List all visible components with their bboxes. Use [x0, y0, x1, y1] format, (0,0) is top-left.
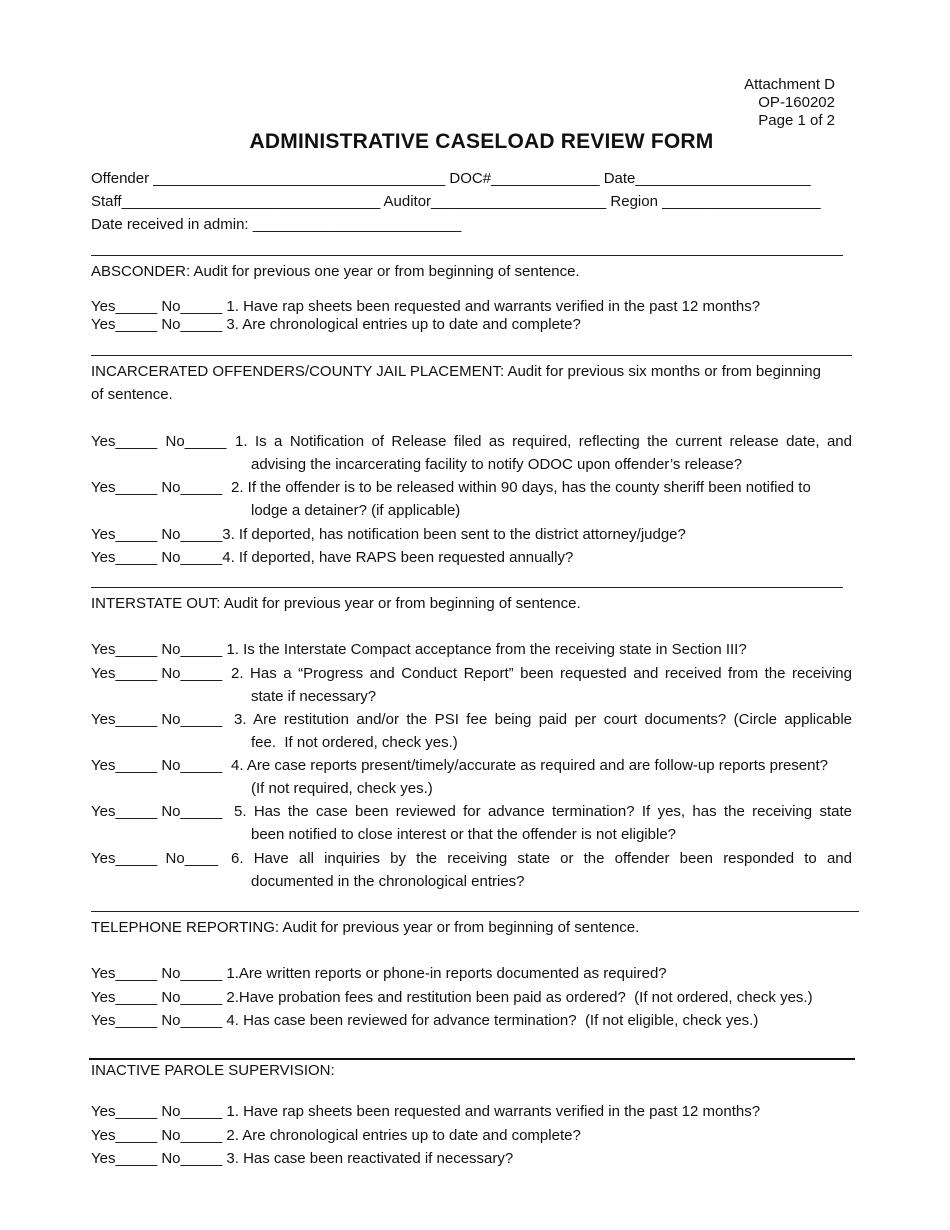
interstate-item-2-text-cont: state if necessary? — [251, 688, 377, 705]
interstate-item-3-text-cont: fee. If not ordered, check yes.) — [251, 734, 458, 751]
inactive-parole-heading: INACTIVE PAROLE SUPERVISION: — [91, 1062, 335, 1079]
section-divider — [89, 1058, 855, 1060]
interstate-item-2-text: 2. Has a “Progress and Conduct Report” been requested and received from the receiving — [231, 665, 852, 682]
interstate-item-5-text-cont: been notified to close interest or that the offender is not eligible? — [251, 826, 677, 843]
interstate-item-2-yes-no: Yes_____ No_____ — [91, 665, 223, 682]
incarcerated-item-4: Yes_____ No_____4. If deported, have RAPS been requested annually? — [91, 549, 574, 566]
policy-number: OP-160202 — [758, 94, 835, 111]
interstate-item-6-text: 6. Have all inquiries by the receiving state or the offender been responded to and — [231, 850, 852, 867]
absconder-item-3: Yes_____ No_____ 3. Are chronological entries up to date and complete? — [91, 316, 581, 333]
form-title: ADMINISTRATIVE CASELOAD REVIEW FORM — [249, 130, 714, 153]
telephone-item-1: Yes_____ No_____ 1.Are written reports or phone-in reports documented as required? — [91, 965, 667, 982]
incarcerated-item-1-text-cont: advising the incarcerating facility to notify ODOC upon offender’s release? — [251, 456, 743, 473]
absconder-item-1: Yes_____ No_____ 1. Have rap sheets been requested and warrants verified in the past 12 months? — [91, 298, 761, 315]
interstate-item-6-text-cont: documented in the chronological entries? — [251, 873, 525, 890]
incarcerated-heading: INCARCERATED OFFENDERS/COUNTY JAIL PLACEMENT: Audit for previous six months or from beginning — [91, 363, 821, 380]
interstate-item-3-yes-no: Yes_____ No_____ — [91, 711, 223, 728]
incarcerated-item-1-yes-no: Yes_____ No_____ — [91, 433, 227, 450]
incarcerated-item-1-text: 1. Is a Notification of Release filed as required, reflecting the current release date, and — [235, 433, 852, 450]
section-divider — [91, 255, 843, 256]
incarcerated-item-3: Yes_____ No_____3. If deported, has notification been sent to the district attorney/judge? — [91, 526, 686, 543]
interstate-item-1: Yes_____ No_____ 1. Is the Interstate Compact acceptance from the receiving state in Section III? — [91, 641, 747, 658]
interstate-item-3-text: 3. Are restitution and/or the PSI fee being paid per court documents? (Circle applicable — [234, 711, 852, 728]
date-received-field: Date received in admin: _________________________ — [91, 216, 462, 233]
attachment-label: Attachment D — [744, 76, 835, 93]
offender-doc-date-fields: Offender ___________________________________ DOC#_____________ Date_____________________ — [91, 170, 811, 187]
section-divider — [91, 587, 843, 588]
inactive-item-3: Yes_____ No_____ 3. Has case been reactivated if necessary? — [91, 1150, 514, 1167]
interstate-item-4-text-cont: (If not required, check yes.) — [251, 780, 433, 797]
interstate-item-5-yes-no: Yes_____ No_____ — [91, 803, 223, 820]
telephone-item-2: Yes_____ No_____ 2.Have probation fees and restitution been paid as ordered? (If not ordered, check yes.) — [91, 989, 813, 1006]
staff-auditor-region-fields: Staff_______________________________ Auditor_____________________ Region ___________________ — [91, 193, 821, 210]
inactive-item-2: Yes_____ No_____ 2. Are chronological entries up to date and complete? — [91, 1127, 581, 1144]
attachment-block — [744, 76, 835, 130]
interstate-item-5-text: 5. Has the case been reviewed for advance termination? If yes, has the receiving state — [234, 803, 852, 820]
telephone-item-4: Yes_____ No_____ 4. Has case been reviewed for advance termination? (If not eligible, check yes.) — [91, 1012, 759, 1029]
telephone-heading: TELEPHONE REPORTING: Audit for previous year or from beginning of sentence. — [91, 919, 640, 936]
interstate-item-4-yes-no: Yes_____ No_____ — [91, 757, 223, 774]
page-number: Page 1 of 2 — [758, 112, 835, 129]
incarcerated-item-2-text: 2. If the offender is to be released within 90 days, has the county sheriff been notified to — [231, 479, 811, 496]
section-divider — [91, 355, 852, 356]
interstate-item-6-yes-no: Yes_____ No____ — [91, 850, 219, 867]
incarcerated-item-2-text-cont: lodge a detainer? (if applicable) — [251, 502, 461, 519]
incarcerated-item-2-yes-no: Yes_____ No_____ — [91, 479, 223, 496]
incarcerated-heading-cont: of sentence. — [91, 386, 173, 403]
absconder-heading: ABSCONDER: Audit for previous one year or from beginning of sentence. — [91, 263, 580, 280]
inactive-item-1: Yes_____ No_____ 1. Have rap sheets been requested and warrants verified in the past 12 months? — [91, 1103, 761, 1120]
interstate-heading: INTERSTATE OUT: Audit for previous year or from beginning of sentence. — [91, 595, 581, 612]
section-divider — [91, 911, 859, 912]
interstate-item-4-text: 4. Are case reports present/timely/accurate as required and are follow-up reports present? — [231, 757, 828, 774]
